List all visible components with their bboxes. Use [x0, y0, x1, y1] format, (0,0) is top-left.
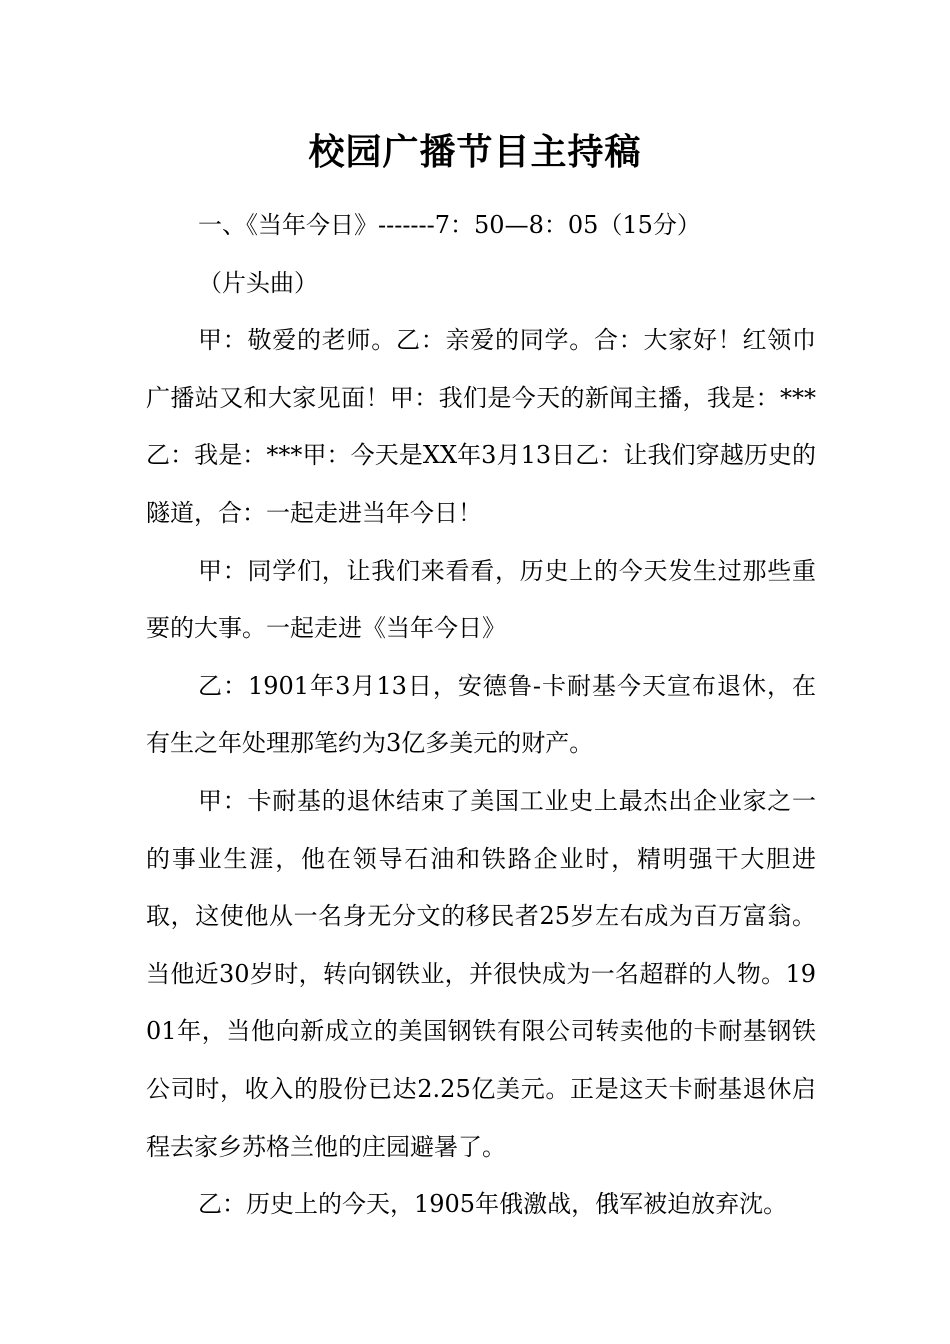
section-heading: 一、《当年今日》-------7：50—8：05（15分） — [198, 211, 701, 239]
document-body — [146, 197, 816, 1234]
paragraph-intro: 甲：同学们，让我们来看看，历史上的今天发生过那些重要的大事。一起走进《当年今日》 — [146, 556, 816, 643]
paragraph-1905-battle: 乙：历史上的今天，1905年俄激战，俄军被迫放弃沈。 — [198, 1190, 788, 1219]
paragraph-carnegie-career: 甲：卡耐基的退休结束了美国工业史上最杰出企业家之一的事业生涯，他在领导石油和铁路企业时，精明强干大胆进取，这使他从一名身无分文的移民者25岁左右成为百万富翁。当他近30岁时，转向钢铁业，并很快成为一名超群的人物。1901年，当他向新成立的美国钢铁有限公司转卖他的卡耐基钢铁公司时，收入的股份已达2.25亿美元。正是这天卡耐基退休启程去家乡苏格兰他的庄园避暑了。 — [146, 786, 816, 1161]
paragraph-opening-music: （片头曲） — [198, 268, 318, 297]
paragraph-greeting: 甲：敬爱的老师。乙：亲爱的同学。合：大家好！红领巾广播站又和大家见面！甲：我们是今天的新闻主播，我是：***乙：我是：***甲：今天是XX年3月13日乙：让我们穿越历史的隧道，合：一起走进当年今日！ — [146, 326, 816, 527]
paragraph-carnegie-retirement: 乙：1901年3月13日，安德鲁-卡耐基今天宣布退休，在有生之年处理那笔约为3亿多美元的财产。 — [146, 671, 816, 758]
document-title: 校园广播节目主持稿 — [308, 132, 642, 173]
